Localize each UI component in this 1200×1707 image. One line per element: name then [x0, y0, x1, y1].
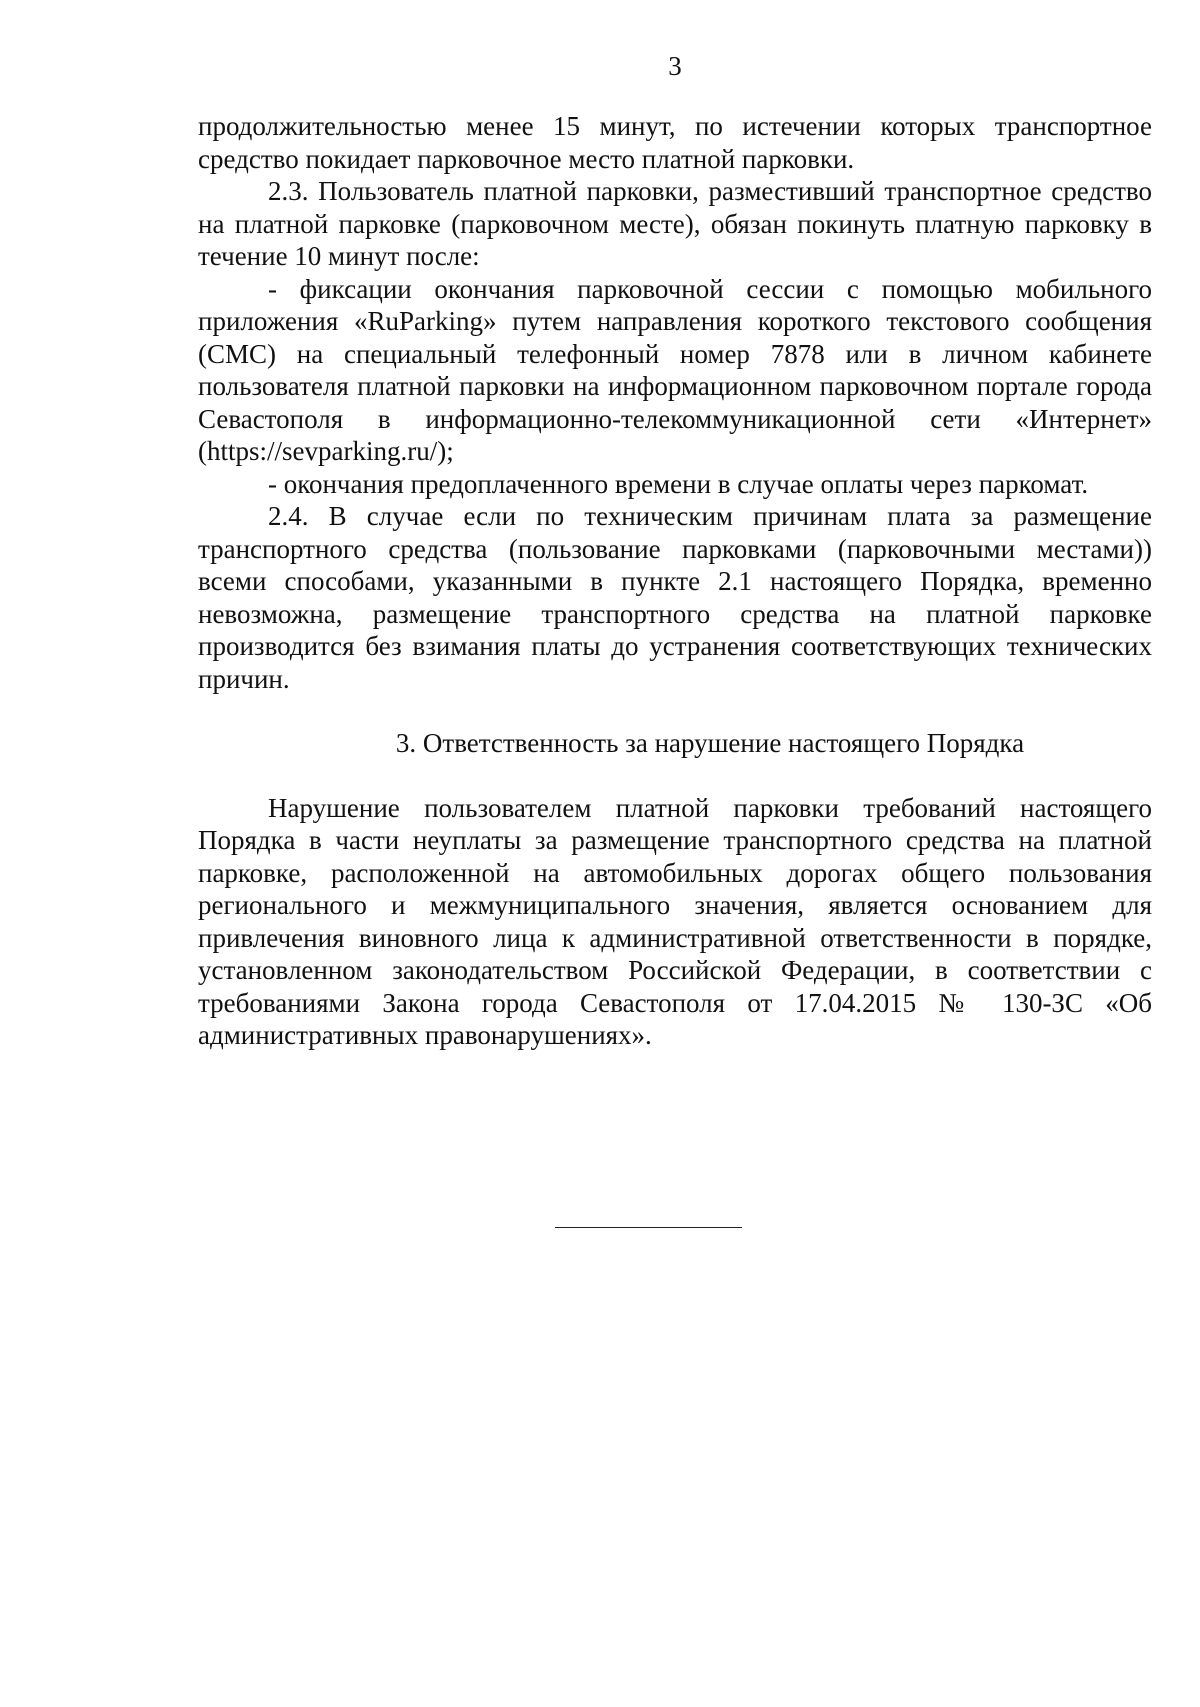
- section-3-heading: 3. Ответственность за нарушение настоящего Порядка: [395, 728, 1025, 758]
- list-item-prepaid-time: - окончания предоплаченного времени в случае оплаты через паркомат.: [268, 468, 1089, 499]
- paragraph-2-4: 2.4. В случае если по техническим причинам плата за размещение транспортного средства (пользование парковками (парковочными местами)) всеми способами, указанными в пункте 2.1 настоящего Порядка, временно невозможна, размещение транспортного средства на платной парковке производится без взимания платы до устранения соответствующих технических причин.: [198, 501, 1152, 694]
- end-of-document-rule: [555, 1227, 742, 1228]
- paragraph-2-3: 2.3. Пользователь платной парковки, разместивший транспортное средство на платной парковке (парковочном месте), обязан покинуть платную парковку в течение 10 минут после:: [198, 176, 1152, 271]
- section-3-paragraph: Нарушение пользователем платной парковки требований настоящего Порядка в части неуплаты за размещение транспортного средства на платной парковке, расположенной на автомобильных дорогах общего пользования регионального и межмуниципального значения, является основанием для привлечения виновного лица к административной ответственности в порядке, установленном законодательством Российской Федерации, в соответствии с требованиями Закона города Севастополя от 17.04.2015 № 130-ЗС «Об административных правонарушениях».: [198, 792, 1152, 1050]
- document-body: [198, 110, 1152, 1052]
- paragraph-continuation: продолжительностью менее 15 минут, по истечении которых транспортное средство покидает парковочное место платной парковки.: [198, 111, 1152, 174]
- list-item-session-end: - фиксации окончания парковочной сессии с помощью мобильного приложения «RuParking» путем направления короткого текстового сообщения (СМС) на специальный телефонный номер 7878 или в личном кабинете пользователя платной парковки на информационном парковочном портале города Севастополя в информационно-телекоммуникационной сети «Интернет» (https://sevparking.ru/);: [198, 273, 1152, 466]
- page-number: 3: [668, 51, 682, 81]
